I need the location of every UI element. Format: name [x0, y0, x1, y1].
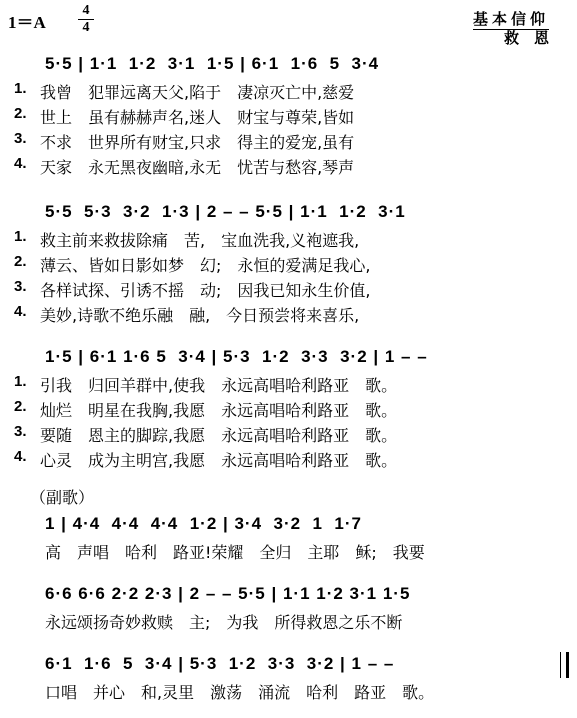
chorus-lyrics: 高 声唱 哈利 路亚!荣耀 全归 主耶 稣; 我要	[45, 543, 425, 562]
song-title: 基本信仰	[472, 10, 549, 28]
verse-2: 2. 灿烂 明星在我胸,我愿 永远高唱哈利路亚 歌。	[14, 398, 398, 420]
chorus-label: （副歌）	[30, 488, 95, 507]
notes-text: 6·1 1·6 5 3·4 | 5·3 1·2 3·3 3·2 | 1 – –	[45, 654, 395, 673]
notes-text: 6·6 6·6 2·2 2·3 | 2 – – 5·5 | 1·1 1·2 3·1 1·5	[45, 584, 411, 603]
system-3	[0, 345, 577, 471]
verse-2: 2. 薄云、皆如日影如梦 幻; 永恒的爱满足我心,	[14, 253, 371, 275]
final-barline	[560, 652, 569, 678]
verse-3: 3. 不求 世界所有财宝,只求 得主的爱宠,虽有	[14, 130, 355, 152]
verse-1: 1. 救主前来救拔除痛 苦, 宝血洗我,义袍遮我,	[14, 228, 360, 250]
system-2	[0, 200, 577, 326]
notes-text: 1·5 | 6·1 1·6 5 3·4 | 5·3 1·2 3·3 3·2 | 1 – –	[45, 347, 428, 366]
song-subtitle: 救 恩	[503, 29, 549, 47]
notes-text: 5·5 | 1·1 1·2 3·1 1·5 | 6·1 1·6 5 3·4	[45, 54, 380, 73]
chorus-lyrics: 口唱 并心 和,灵里 激荡 涌流 哈利 路亚 歌。	[45, 683, 435, 702]
notes-text: 5·5 5·3 3·2 1·3 | 2 – – 5·5 | 1·1 1·2 3·1	[45, 202, 406, 221]
notation-line	[0, 512, 577, 538]
chorus-line-3	[0, 652, 577, 703]
chorus-lyrics: 永远颂扬奇妙救赎 主; 为我 所得救恩之乐不断	[45, 613, 403, 632]
notation-line	[0, 52, 577, 78]
chorus-line-2	[0, 582, 577, 633]
verse-3: 3. 要随 恩主的脚踪,我愿 永远高唱哈利路亚 歌。	[14, 423, 398, 445]
notes-text: 1 | 4·4 4·4 4·4 1·2 | 3·4 3·2 1 1·7	[45, 514, 362, 533]
notation-line	[0, 200, 577, 226]
notation-line	[0, 345, 577, 371]
verse-4: 4. 天家 永无黑夜幽暗,永无 忧苦与愁容,琴声	[14, 155, 355, 177]
key-signature: 1＝A	[8, 13, 46, 32]
chorus-line-1	[0, 512, 577, 563]
verse-1: 1. 引我 归回羊群中,使我 永远高唱哈利路亚 歌。	[14, 373, 398, 395]
system-1	[0, 52, 577, 178]
verse-1: 1. 我曾 犯罪远离天父,陷于 凄凉灭亡中,慈爱	[14, 80, 355, 102]
notation-line	[0, 582, 577, 608]
time-signature	[76, 4, 96, 35]
meter-bottom: 4	[82, 20, 90, 35]
verse-2: 2. 世上 虽有赫赫声名,迷人 财宝与尊荣,皆如	[14, 105, 355, 127]
verse-3: 3. 各样试探、引诱不摇 动; 因我已知永生价值,	[14, 278, 371, 300]
notation-line	[0, 652, 577, 678]
verse-4: 4. 心灵 成为主明宫,我愿 永远高唱哈利路亚 歌。	[14, 448, 398, 470]
meter-top: 4	[82, 3, 90, 18]
verse-4: 4. 美妙,诗歌不绝乐融 融, 今日预尝将来喜乐,	[14, 303, 360, 325]
